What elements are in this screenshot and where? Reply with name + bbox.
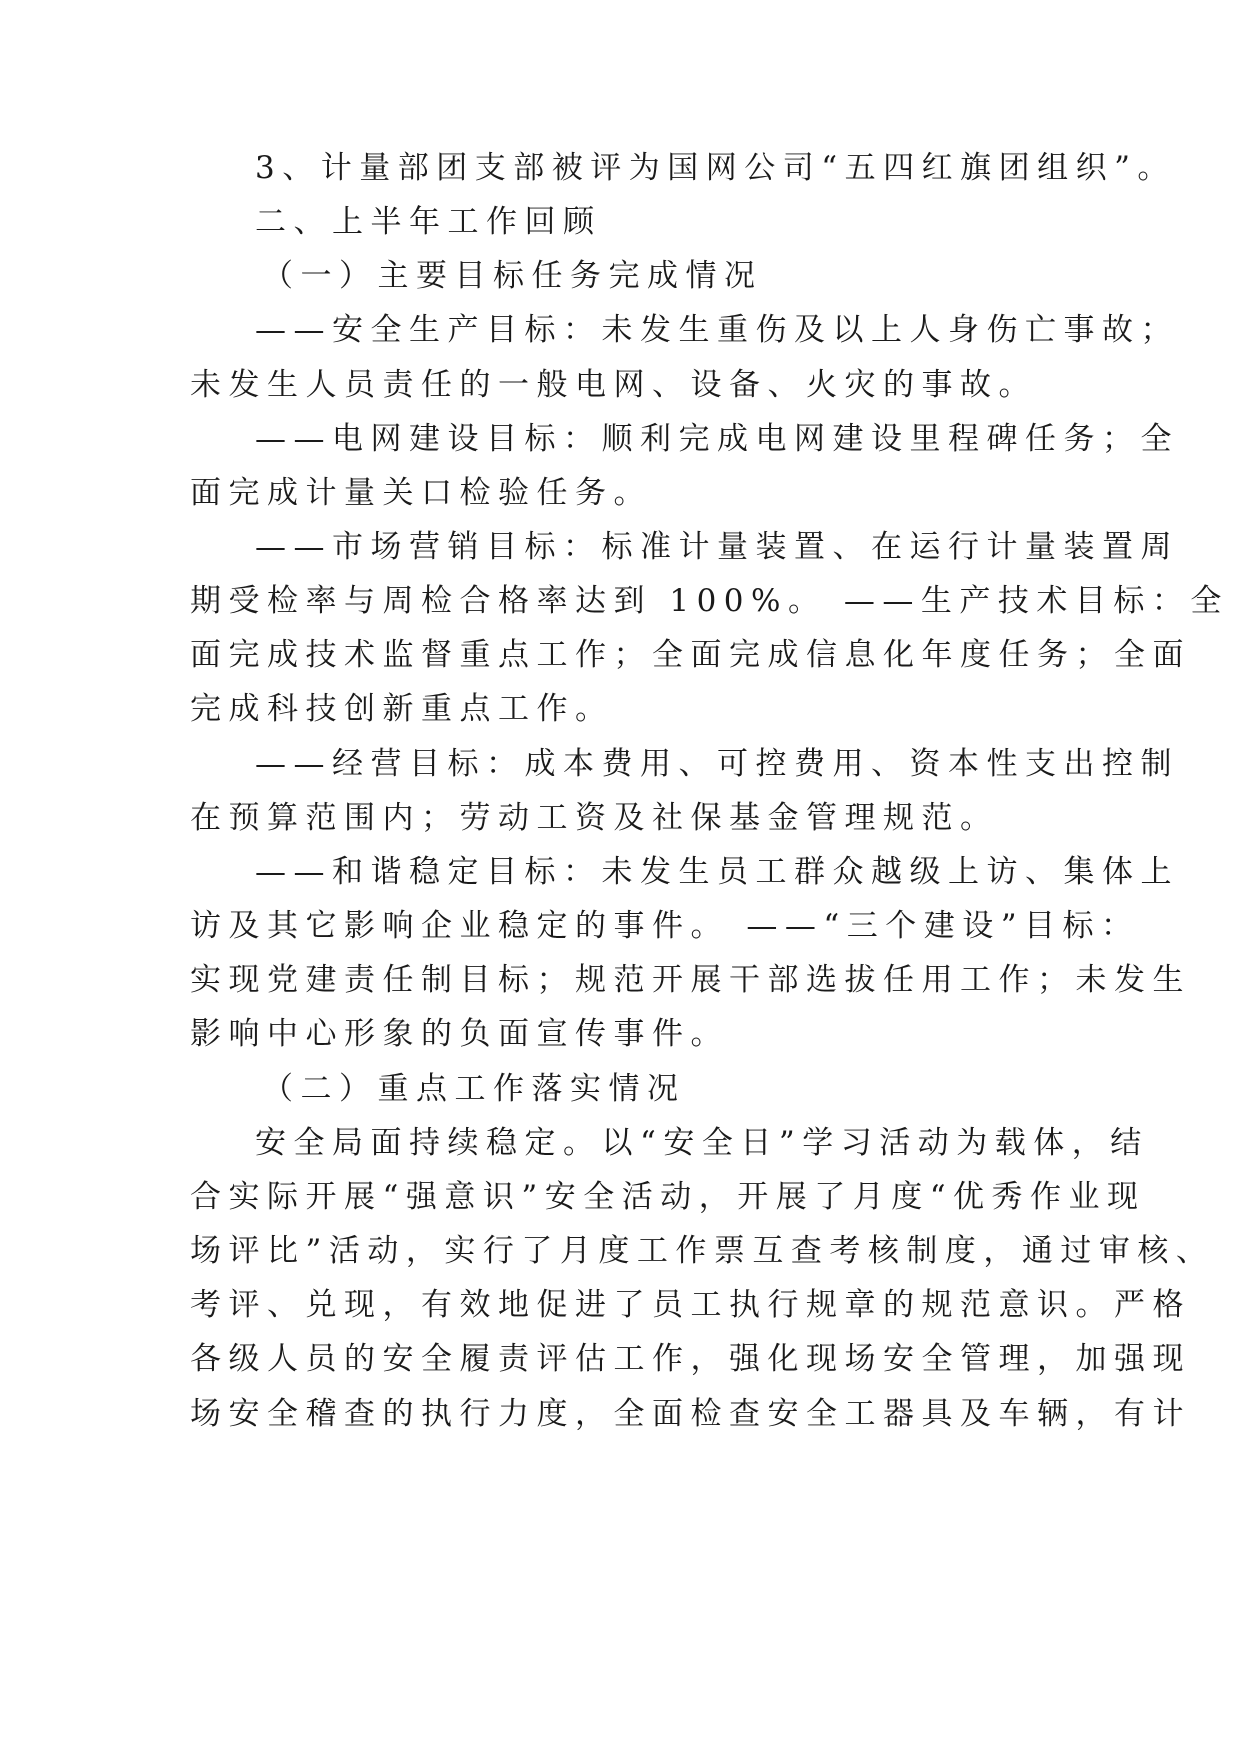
text-line: ——安全生产目标：未发生重伤及以上人身伤亡事故； — [255, 312, 1179, 348]
text-line: ——经营目标：成本费用、可控费用、资本性支出控制 — [255, 746, 1179, 782]
text-line: 期受检率与周检合格率达到 100%。 ——生产技术目标：全 — [190, 583, 1229, 619]
text-line: 完成科技创新重点工作。 — [190, 691, 614, 727]
text-line: 3、计量部团支部被评为国网公司“五四红旗团组织”。 — [255, 150, 1176, 186]
text-line: 访及其它影响企业稳定的事件。 ——“三个建设”目标： — [190, 908, 1140, 944]
text-line: 面完成技术监督重点工作；全面完成信息化年度任务；全面 — [190, 637, 1191, 673]
text-line: ——和谐稳定目标：未发生员工群众越级上访、集体上 — [255, 854, 1179, 890]
text-line: 未发生人员责任的一般电网、设备、火灾的事故。 — [190, 367, 1037, 403]
subsection-heading: （一）主要目标任务完成情况 — [262, 258, 763, 294]
text-line: 考评、兑现，有效地促进了员工执行规章的规范意识。严格 — [190, 1287, 1191, 1323]
text-line: 面完成计量关口检验任务。 — [190, 475, 652, 511]
text-line: 合实际开展“强意识”安全活动，开展了月度“优秀作业现 — [190, 1179, 1146, 1215]
section-heading: 二、上半年工作回顾 — [255, 204, 602, 240]
text-line: ——市场营销目标：标准计量装置、在运行计量装置周 — [255, 529, 1179, 565]
subsection-heading: （二）重点工作落实情况 — [262, 1071, 686, 1107]
text-line: 场评比”活动，实行了月度工作票互查考核制度，通过审核、 — [190, 1233, 1215, 1269]
text-line: 在预算范围内；劳动工资及社保基金管理规范。 — [190, 800, 999, 836]
text-line: 影响中心形象的负面宣传事件。 — [190, 1016, 729, 1052]
text-line: 场安全稽查的执行力度，全面检查安全工器具及车辆，有计 — [190, 1396, 1191, 1432]
text-line: 各级人员的安全履责评估工作，强化现场安全管理，加强现 — [190, 1341, 1191, 1377]
text-line: 实现党建责任制目标；规范开展干部选拔任用工作；未发生 — [190, 962, 1191, 998]
text-line: 安全局面持续稳定。以“安全日”学习活动为载体，结 — [255, 1125, 1149, 1161]
text-line: ——电网建设目标：顺利完成电网建设里程碑任务；全 — [255, 421, 1179, 457]
